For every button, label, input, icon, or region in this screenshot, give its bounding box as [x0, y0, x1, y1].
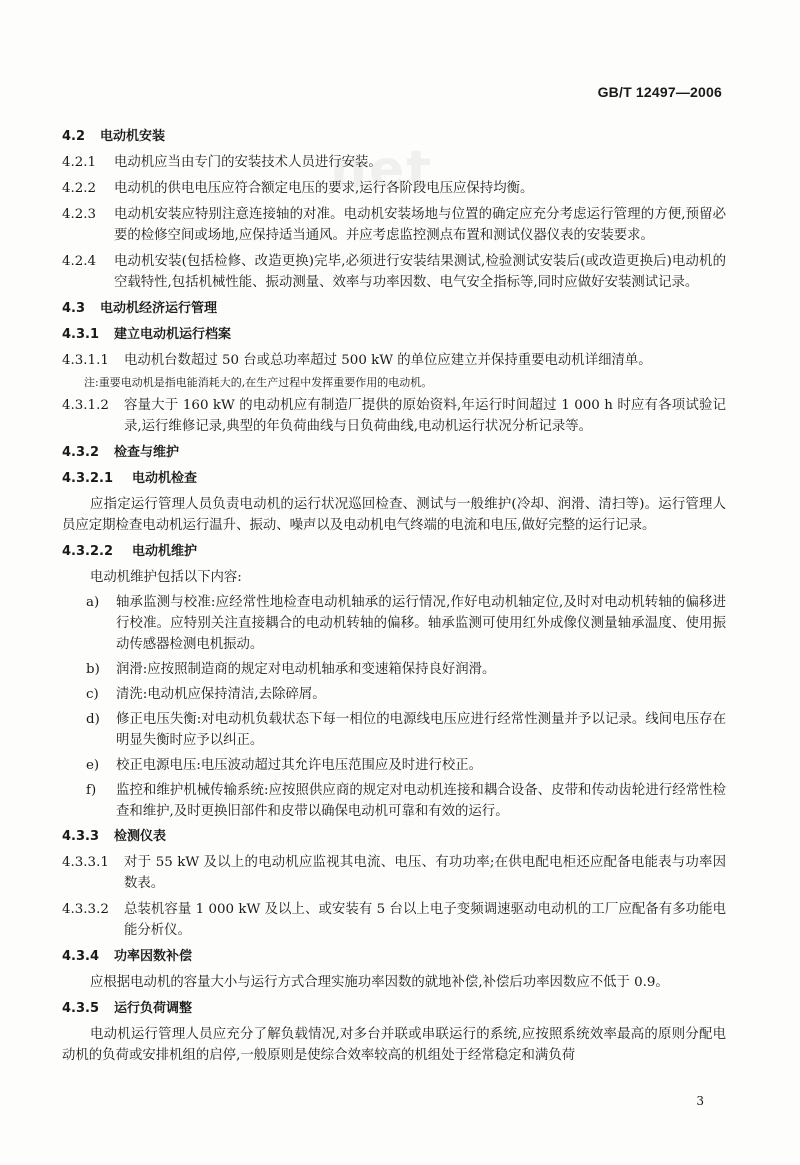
- list-item-label: c): [86, 687, 99, 702]
- note: 注:重要电动机是指电能消耗大的,在生产过程中发挥重要作用的电动机。: [84, 376, 433, 389]
- clause-text: 容量大于 160 kW 的电动机应有制造厂提供的原始资料,年运行时间超过 1 000 h 时应有各项试验记录,运行维修记录,典型的年负荷曲线与日负荷曲线,电动机运行状况分析记录等。: [124, 398, 726, 434]
- list-item-label: e): [86, 758, 100, 773]
- paragraph: 应指定运行管理人员负责电动机的运行状况巡回检查、测试与一般维护(冷却、润滑、清扫等)。运行管理人员应定期检查电动机运行温升、振动、噪声以及电动机电气终端的电流和电压,做好完整的运行记录。: [62, 497, 726, 533]
- section-heading: [62, 440, 726, 466]
- section-heading: [62, 996, 726, 1022]
- clause-text: 电动机安装应特别注意连接轴的对准。电动机安装场地与位置的确定应充分考虑运行管理的方便,预留必要的检修空间或场地,应保持适当通风。并应考虑监控测点布置和测试仪器仪表的安装要求。: [114, 207, 726, 243]
- section-heading: [62, 124, 726, 150]
- section-heading: [62, 944, 726, 970]
- section-heading: [62, 466, 726, 492]
- list-item-label: f): [86, 783, 97, 798]
- list-item: [62, 682, 726, 707]
- section-heading: [62, 322, 726, 348]
- standard-code: GB/T 12497—2006: [597, 84, 722, 100]
- paragraph: 电动机运行管理人员应充分了解负载情况,对多台并联或串联运行的系统,应按照系统效率最高的原则分配电动机的负荷或安排机组的启停,一般原则是使综合效率较高的机组处于经常稳定和满负荷: [62, 1027, 726, 1063]
- list-item-label: b): [86, 662, 100, 677]
- clause-text: 电动机台数超过 50 台或总功率超过 500 kW 的单位应建立并保持重要电动机详细清单。: [124, 353, 652, 368]
- section-title: 电动机维护: [132, 544, 198, 559]
- clause: [62, 393, 726, 440]
- paragraph: 应根据电动机的容量大小与运行方式合理实施功率因数的就地补偿,补偿后功率因数应不低于 0.9。: [90, 975, 669, 990]
- clause-number: 4.3.3.2: [62, 902, 109, 917]
- page-number: 3: [696, 1094, 704, 1108]
- clause-text: 电动机安装(包括检修、改造更换)完毕,必须进行安装结果测试,检验测试安装后(或改造更换后)电动机的空载特性,包括机械性能、振动测量、效率与功率因数、电气安全指标等,同时应做好安装测试记录。: [114, 254, 726, 290]
- section-title: 检测仪表: [114, 829, 167, 844]
- section-heading: [62, 824, 726, 850]
- clause-number: 4.3.1.1: [62, 353, 109, 368]
- section-title: 检查与维护: [114, 445, 180, 460]
- section-title: 电动机安装: [100, 129, 166, 144]
- section-title: 电动机经济运行管理: [100, 301, 218, 316]
- list-item-label: a): [86, 595, 100, 610]
- section-title: 电动机检查: [132, 471, 198, 486]
- clause-text: 总装机容量 1 000 kW 及以上、或安装有 5 台以上电子变频调速驱动电动机的工厂应配备有多功能电能分析仪。: [124, 902, 726, 938]
- clause-number: 4.2.4: [62, 254, 97, 269]
- clause-number: 4.2.1: [62, 155, 97, 170]
- clause-text: 电动机应当由专门的安装技术人员进行安装。: [114, 155, 382, 170]
- list-item: [62, 753, 726, 778]
- list-item-text: 校正电源电压:电压波动超过其允许电压范围应及时进行校正。: [116, 758, 483, 773]
- clause: [62, 897, 726, 944]
- section-number: 4.3.3: [62, 829, 100, 844]
- clause-text: 对于 55 kW 及以上的电动机应监视其电流、电压、有功功率;在供电配电柜还应配备电能表与功率因数表。: [124, 855, 726, 891]
- section-number: 4.3.2: [62, 445, 100, 460]
- watermark: net: [330, 140, 434, 200]
- list-item: [62, 778, 726, 824]
- section-number: 4.3.4: [62, 949, 100, 964]
- section-number: 4.3.5: [62, 1001, 100, 1016]
- clause-number: 4.3.1.2: [62, 398, 109, 413]
- section-number: 4.3.2.2: [62, 544, 113, 559]
- clause-number: 4.2.3: [62, 207, 97, 222]
- section-number: 4.3.2.1: [62, 471, 113, 486]
- section-heading: [62, 539, 726, 565]
- clause: [62, 249, 726, 296]
- clause: [62, 348, 726, 374]
- list-item: [62, 590, 726, 657]
- clause-number: 4.2.2: [62, 181, 97, 196]
- list-item-text: 润滑:应按照制造商的规定对电动机轴承和变速箱保持良好润滑。: [116, 662, 496, 677]
- section-heading: [62, 296, 726, 322]
- list-item: [62, 657, 726, 682]
- section-number: 4.2: [62, 129, 86, 144]
- section-number: 4.3.1: [62, 327, 100, 342]
- section-title: 运行负荷调整: [114, 1001, 193, 1016]
- list-item-text: 清洗:电动机应保持清洁,去除碎屑。: [116, 687, 326, 702]
- clause-text: 电动机的供电电压应符合额定电压的要求,运行各阶段电压应保持均衡。: [114, 181, 534, 196]
- list-item-text: 轴承监测与校准:应经常性地检查电动机轴承的运行情况,作好电动机轴定位,及时对电动机转轴的偏移进行校准。应特别关注直接耦合的电动机转轴的偏移。轴承监测可使用红外成像仪测量轴承温度、使用振动传感器检测电机振动。: [116, 595, 726, 652]
- section-title: 功率因数补偿: [114, 949, 193, 964]
- clause: [62, 150, 726, 176]
- clause: [62, 176, 726, 202]
- list-intro: 电动机维护包括以下内容:: [90, 570, 242, 585]
- list-item: [62, 707, 726, 753]
- clause: [62, 202, 726, 249]
- document-body: [62, 124, 726, 1069]
- section-number: 4.3: [62, 301, 86, 316]
- list-item-text: 修正电压失衡:对电动机负载状态下每一相位的电源线电压应进行经常性测量并予以记录。线间电压存在明显失衡时应予以纠正。: [116, 712, 726, 748]
- list-item-label: d): [86, 712, 100, 727]
- clause: [62, 850, 726, 897]
- list-item-text: 监控和维护机械传输系统:应按照供应商的规定对电动机连接和耦合设备、皮带和传动齿轮进行经常性检查和维护,及时更换旧部件和皮带以确保电动机可靠和有效的运行。: [116, 783, 726, 819]
- clause-number: 4.3.3.1: [62, 855, 109, 870]
- section-title: 建立电动机运行档案: [114, 327, 232, 342]
